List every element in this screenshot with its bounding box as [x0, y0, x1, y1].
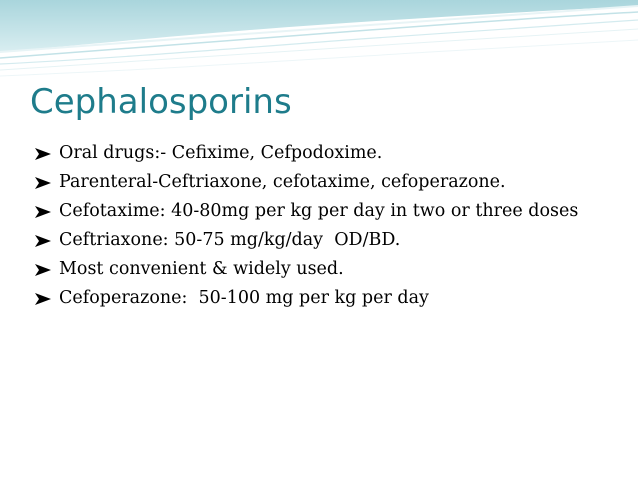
- slide-title: Cephalosporins: [30, 82, 292, 122]
- arrowhead-bullet-icon: [34, 292, 52, 306]
- bullet-list: [34, 141, 609, 315]
- bullet-item: [34, 141, 609, 166]
- bullet-item: [34, 199, 609, 224]
- bullet-text: Parenteral-Ceftriaxone, cefotaxime, cefoperazone.: [59, 172, 506, 192]
- bullet-item: [34, 286, 609, 311]
- decorative-wave-banner: [0, 0, 638, 80]
- bullet-item: [34, 228, 609, 253]
- arrowhead-bullet-icon: [34, 263, 52, 277]
- bullet-text: Cefotaxime: 40-80mg per kg per day in two or three doses: [59, 201, 579, 221]
- bullet-text: Ceftriaxone: 50-75 mg/kg/day OD/BD.: [59, 230, 401, 250]
- bullet-item: [34, 257, 609, 282]
- arrowhead-bullet-icon: [34, 147, 52, 161]
- arrowhead-bullet-icon: [34, 176, 52, 190]
- bullet-text: Cefoperazone: 50-100 mg per kg per day: [59, 288, 429, 308]
- bullet-text: Oral drugs:- Cefixime, Cefpodoxime.: [59, 143, 383, 163]
- arrowhead-bullet-icon: [34, 234, 52, 248]
- bullet-text: Most convenient & widely used.: [59, 259, 344, 279]
- bullet-item: [34, 170, 609, 195]
- arrowhead-bullet-icon: [34, 205, 52, 219]
